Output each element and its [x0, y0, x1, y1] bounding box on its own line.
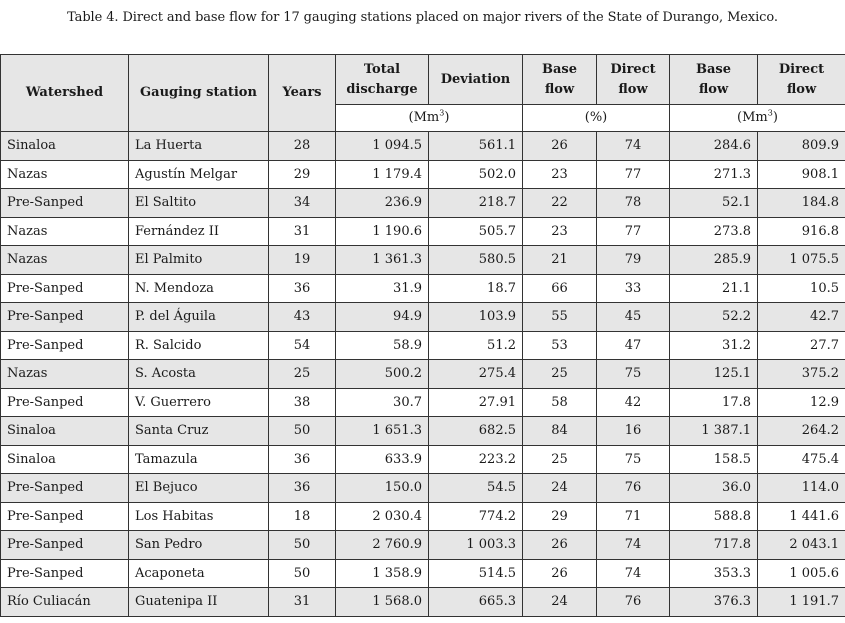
cell-direct-flow-pct: 78	[597, 189, 670, 218]
table-row	[1, 417, 845, 446]
cell-total-discharge: 58.9	[336, 331, 429, 360]
cell-watershed: Nazas	[1, 160, 129, 189]
cell-years: 54	[269, 331, 336, 360]
cell-watershed: Nazas	[1, 217, 129, 246]
cell-gauging-station: El Saltito	[129, 189, 269, 218]
cell-direct-flow-pct: 42	[597, 388, 670, 417]
table-row	[1, 132, 845, 161]
table-row	[1, 160, 845, 189]
col-header-deviation: Deviation	[429, 55, 523, 105]
cell-deviation: 223.2	[429, 445, 523, 474]
cell-total-discharge: 1 358.9	[336, 559, 429, 588]
cell-base-flow-pct: 29	[523, 502, 597, 531]
cell-base-flow-vol: 353.3	[670, 559, 758, 588]
cell-deviation: 580.5	[429, 246, 523, 275]
cell-base-flow-pct: 26	[523, 531, 597, 560]
cell-gauging-station: Fernández II	[129, 217, 269, 246]
cell-base-flow-vol: 52.1	[670, 189, 758, 218]
col-header-direct-pct-line1: Direct	[610, 61, 656, 77]
cell-watershed: Nazas	[1, 360, 129, 389]
cell-gauging-station: P. del Águila	[129, 303, 269, 332]
col-header-direct-flow-vol	[758, 55, 845, 105]
cell-years: 29	[269, 160, 336, 189]
table-row	[1, 474, 845, 503]
table-row	[1, 331, 845, 360]
cell-gauging-station: N. Mendoza	[129, 274, 269, 303]
cell-watershed: Pre-Sanped	[1, 388, 129, 417]
cell-deviation: 218.7	[429, 189, 523, 218]
cell-total-discharge: 2 760.9	[336, 531, 429, 560]
col-header-base-vol-line1: Base	[695, 61, 731, 77]
cell-deviation: 505.7	[429, 217, 523, 246]
cell-direct-flow-vol: 475.4	[758, 445, 845, 474]
cell-base-flow-vol: 285.9	[670, 246, 758, 275]
cell-years: 38	[269, 388, 336, 417]
cell-deviation: 561.1	[429, 132, 523, 161]
cell-direct-flow-pct: 77	[597, 217, 670, 246]
cell-base-flow-pct: 55	[523, 303, 597, 332]
cell-gauging-station: Tamazula	[129, 445, 269, 474]
cell-base-flow-pct: 53	[523, 331, 597, 360]
cell-watershed: Sinaloa	[1, 417, 129, 446]
cell-gauging-station: Agustín Melgar	[129, 160, 269, 189]
cell-deviation: 51.2	[429, 331, 523, 360]
cell-watershed: Pre-Sanped	[1, 474, 129, 503]
cell-watershed: Pre-Sanped	[1, 559, 129, 588]
cell-direct-flow-pct: 71	[597, 502, 670, 531]
cell-base-flow-vol: 158.5	[670, 445, 758, 474]
cell-gauging-station: Acaponeta	[129, 559, 269, 588]
cell-direct-flow-pct: 74	[597, 559, 670, 588]
col-header-base-flow-pct	[523, 55, 597, 105]
col-header-base-pct-line2: flow	[544, 81, 575, 97]
cell-base-flow-vol: 588.8	[670, 502, 758, 531]
cell-base-flow-vol: 376.3	[670, 588, 758, 617]
cell-direct-flow-pct: 45	[597, 303, 670, 332]
unit-volume-flow: (Mm$^3$)	[670, 105, 845, 132]
cell-watershed: Pre-Sanped	[1, 331, 129, 360]
cell-direct-flow-vol: 1 441.6	[758, 502, 845, 531]
cell-years: 18	[269, 502, 336, 531]
cell-base-flow-pct: 58	[523, 388, 597, 417]
col-header-total-line1: Total	[363, 61, 401, 77]
cell-total-discharge: 1 568.0	[336, 588, 429, 617]
cell-base-flow-pct: 26	[523, 132, 597, 161]
cell-base-flow-pct: 24	[523, 588, 597, 617]
cell-total-discharge: 1 094.5	[336, 132, 429, 161]
cell-direct-flow-pct: 16	[597, 417, 670, 446]
cell-total-discharge: 2 030.4	[336, 502, 429, 531]
table-body	[1, 132, 845, 617]
col-header-total-discharge	[336, 55, 429, 105]
cell-direct-flow-pct: 75	[597, 445, 670, 474]
table-row	[1, 246, 845, 275]
cell-base-flow-pct: 26	[523, 559, 597, 588]
table-row	[1, 303, 845, 332]
cell-direct-flow-vol: 184.8	[758, 189, 845, 218]
cell-base-flow-vol: 31.2	[670, 331, 758, 360]
table-row	[1, 445, 845, 474]
col-header-watershed: Watershed	[1, 55, 129, 132]
cell-direct-flow-pct: 77	[597, 160, 670, 189]
table-row	[1, 531, 845, 560]
cell-base-flow-pct: 25	[523, 360, 597, 389]
cell-years: 50	[269, 417, 336, 446]
cell-base-flow-pct: 24	[523, 474, 597, 503]
cell-base-flow-vol: 21.1	[670, 274, 758, 303]
cell-years: 28	[269, 132, 336, 161]
cell-base-flow-pct: 84	[523, 417, 597, 446]
cell-direct-flow-vol: 908.1	[758, 160, 845, 189]
cell-base-flow-vol: 284.6	[670, 132, 758, 161]
cell-total-discharge: 31.9	[336, 274, 429, 303]
cell-base-flow-pct: 23	[523, 160, 597, 189]
cell-watershed: Nazas	[1, 246, 129, 275]
cell-base-flow-vol: 1 387.1	[670, 417, 758, 446]
cell-gauging-station: El Bejuco	[129, 474, 269, 503]
cell-direct-flow-pct: 75	[597, 360, 670, 389]
cell-deviation: 1 003.3	[429, 531, 523, 560]
cell-deviation: 275.4	[429, 360, 523, 389]
cell-total-discharge: 1 179.4	[336, 160, 429, 189]
cell-gauging-station: La Huerta	[129, 132, 269, 161]
cell-gauging-station: Guatenipa II	[129, 588, 269, 617]
col-header-base-flow-vol	[670, 55, 758, 105]
cell-gauging-station: El Palmito	[129, 246, 269, 275]
cell-deviation: 103.9	[429, 303, 523, 332]
cell-watershed: Río Culiacán	[1, 588, 129, 617]
table-header	[1, 55, 845, 132]
cell-total-discharge: 30.7	[336, 388, 429, 417]
cell-base-flow-pct: 23	[523, 217, 597, 246]
cell-gauging-station: Santa Cruz	[129, 417, 269, 446]
cell-total-discharge: 1 651.3	[336, 417, 429, 446]
cell-direct-flow-vol: 1 191.7	[758, 588, 845, 617]
cell-deviation: 18.7	[429, 274, 523, 303]
cell-base-flow-vol: 36.0	[670, 474, 758, 503]
cell-deviation: 54.5	[429, 474, 523, 503]
table-row	[1, 217, 845, 246]
col-header-base-vol-line2: flow	[698, 81, 729, 97]
cell-base-flow-vol: 271.3	[670, 160, 758, 189]
cell-deviation: 665.3	[429, 588, 523, 617]
cell-watershed: Pre-Sanped	[1, 189, 129, 218]
cell-direct-flow-pct: 74	[597, 531, 670, 560]
cell-years: 34	[269, 189, 336, 218]
cell-direct-flow-vol: 264.2	[758, 417, 845, 446]
col-header-total-line2: discharge	[346, 81, 418, 97]
cell-base-flow-pct: 22	[523, 189, 597, 218]
cell-deviation: 682.5	[429, 417, 523, 446]
cell-direct-flow-pct: 33	[597, 274, 670, 303]
cell-direct-flow-vol: 27.7	[758, 331, 845, 360]
cell-direct-flow-vol: 809.9	[758, 132, 845, 161]
cell-years: 36	[269, 274, 336, 303]
cell-years: 43	[269, 303, 336, 332]
cell-years: 31	[269, 588, 336, 617]
col-header-base-pct-line1: Base	[541, 61, 577, 77]
cell-direct-flow-vol: 42.7	[758, 303, 845, 332]
cell-deviation: 514.5	[429, 559, 523, 588]
cell-base-flow-vol: 52.2	[670, 303, 758, 332]
cell-direct-flow-vol: 1 075.5	[758, 246, 845, 275]
table-row	[1, 502, 845, 531]
cell-total-discharge: 94.9	[336, 303, 429, 332]
cell-watershed: Pre-Sanped	[1, 502, 129, 531]
cell-total-discharge: 236.9	[336, 189, 429, 218]
unit-volume-discharge: (Mm$^3$)	[336, 105, 523, 132]
cell-total-discharge: 633.9	[336, 445, 429, 474]
cell-watershed: Sinaloa	[1, 445, 129, 474]
cell-total-discharge: 500.2	[336, 360, 429, 389]
cell-total-discharge: 1 190.6	[336, 217, 429, 246]
cell-base-flow-pct: 66	[523, 274, 597, 303]
cell-years: 36	[269, 474, 336, 503]
cell-gauging-station: Los Habitas	[129, 502, 269, 531]
cell-years: 36	[269, 445, 336, 474]
cell-watershed: Pre-Sanped	[1, 531, 129, 560]
cell-gauging-station: San Pedro	[129, 531, 269, 560]
table-row	[1, 388, 845, 417]
table-row	[1, 189, 845, 218]
cell-direct-flow-pct: 47	[597, 331, 670, 360]
cell-base-flow-vol: 17.8	[670, 388, 758, 417]
cell-years: 31	[269, 217, 336, 246]
cell-direct-flow-vol: 375.2	[758, 360, 845, 389]
flow-table	[0, 54, 845, 617]
table-row	[1, 559, 845, 588]
cell-gauging-station: S. Acosta	[129, 360, 269, 389]
table-row	[1, 588, 845, 617]
cell-total-discharge: 150.0	[336, 474, 429, 503]
col-header-direct-flow-pct	[597, 55, 670, 105]
cell-direct-flow-vol: 12.9	[758, 388, 845, 417]
cell-years: 19	[269, 246, 336, 275]
cell-base-flow-vol: 273.8	[670, 217, 758, 246]
cell-base-flow-pct: 21	[523, 246, 597, 275]
cell-watershed: Sinaloa	[1, 132, 129, 161]
cell-deviation: 502.0	[429, 160, 523, 189]
col-header-direct-vol-line2: flow	[786, 81, 817, 97]
cell-direct-flow-vol: 10.5	[758, 274, 845, 303]
col-header-direct-vol-line1: Direct	[778, 61, 825, 77]
cell-watershed: Pre-Sanped	[1, 274, 129, 303]
cell-base-flow-vol: 125.1	[670, 360, 758, 389]
cell-direct-flow-pct: 79	[597, 246, 670, 275]
cell-direct-flow-vol: 114.0	[758, 474, 845, 503]
table-row	[1, 274, 845, 303]
cell-base-flow-vol: 717.8	[670, 531, 758, 560]
col-header-gauging-station: Gauging station	[129, 55, 269, 132]
cell-gauging-station: R. Salcido	[129, 331, 269, 360]
cell-direct-flow-vol: 2 043.1	[758, 531, 845, 560]
cell-deviation: 27.91	[429, 388, 523, 417]
cell-watershed: Pre-Sanped	[1, 303, 129, 332]
cell-direct-flow-pct: 76	[597, 474, 670, 503]
table-row	[1, 360, 845, 389]
cell-years: 25	[269, 360, 336, 389]
cell-years: 50	[269, 559, 336, 588]
col-header-direct-pct-line2: flow	[618, 81, 648, 97]
cell-direct-flow-pct: 76	[597, 588, 670, 617]
cell-direct-flow-vol: 1 005.6	[758, 559, 845, 588]
cell-base-flow-pct: 25	[523, 445, 597, 474]
cell-direct-flow-pct: 74	[597, 132, 670, 161]
cell-gauging-station: V. Guerrero	[129, 388, 269, 417]
cell-direct-flow-vol: 916.8	[758, 217, 845, 246]
unit-percent: (%)	[523, 105, 670, 132]
col-header-years: Years	[269, 55, 336, 132]
cell-years: 50	[269, 531, 336, 560]
cell-deviation: 774.2	[429, 502, 523, 531]
table-caption: Table 4. Direct and base flow for 17 gauging stations placed on major rivers of the State of Durango, Mexico.	[67, 10, 778, 25]
cell-total-discharge: 1 361.3	[336, 246, 429, 275]
